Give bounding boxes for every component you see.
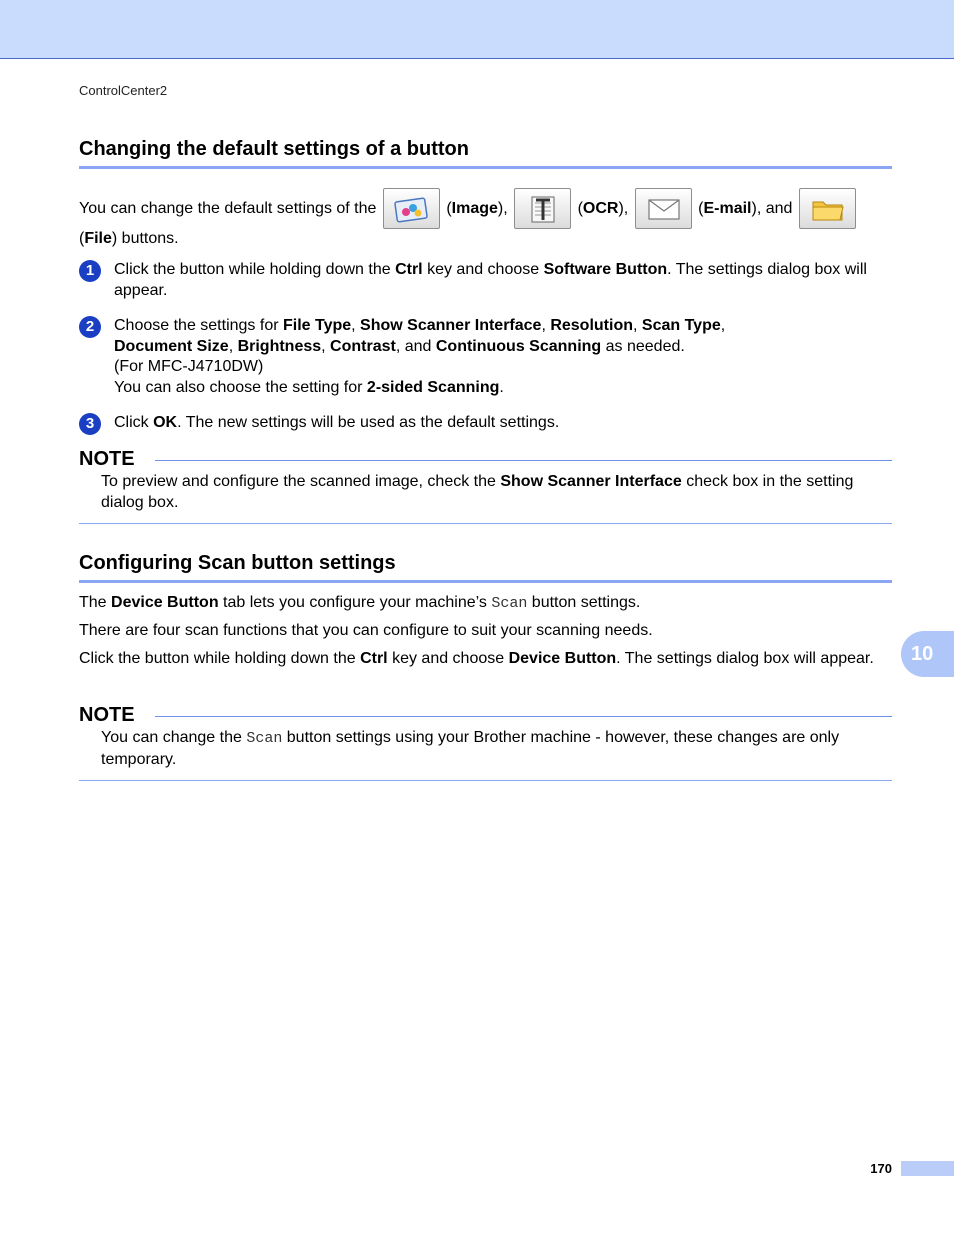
step-text: Click OK. The new settings will be used as the default settings. [114,414,560,431]
intro-paragraph: You can change the default settings of the (Image), (OCR), (E-mail), and (File) buttons. [79,194,894,254]
step-number-badge: 3 [79,413,101,435]
note-title: NOTE [79,704,135,726]
note-title: NOTE [79,448,135,470]
section-heading-default-settings: Changing the default settings of a button [79,137,892,169]
step-number-badge: 1 [79,260,101,282]
folder-icon [808,194,848,224]
step-2 [79,316,892,398]
note-text: You can change the Scan button settings using your Brother machine - however, these changes are only temporary. [101,729,840,768]
running-header: ControlCenter2 [79,83,168,98]
top-header-bar [0,0,954,59]
paragraph-device-button: The Device Button tab lets you configure your machine’s Scan button settings. [79,594,641,612]
chapter-tab: 10 [901,631,954,677]
paragraph-scan-functions: There are four scan functions that you can configure to suit your scanning needs. [79,622,653,639]
ocr-button[interactable] [514,188,571,229]
note-rule [155,716,892,717]
step-number-badge: 2 [79,316,101,338]
ocr-icon [523,194,563,224]
step-3 [79,413,892,434]
step-text: Click the button while holding down the Ctrl key and choose Software Button. The settings dialog box will appear. [114,261,867,299]
page-number-bar [901,1161,954,1176]
note-text: To preview and configure the scanned image, check the Show Scanner Interface check box in the setting dialog box. [101,473,854,511]
image-button[interactable] [383,188,440,229]
page-number: 170 [870,1161,892,1176]
section-heading-scan-button: Configuring Scan button settings [79,551,892,583]
envelope-icon [644,194,684,224]
image-icon [392,194,432,224]
note-box-1 [79,447,892,524]
step-1 [79,260,892,301]
file-button[interactable] [799,188,856,229]
note-box-2 [79,703,892,781]
paragraph-ctrl-device-button: Click the button while holding down the Ctrl key and choose Device Button. The settings dialog box will appear. [79,650,874,667]
email-button[interactable] [635,188,692,229]
note-rule [155,460,892,461]
step-text: Choose the settings for File Type, Show Scanner Interface, Resolution, Scan Type, Document Size, Brightness, Contrast, and Continuous Scanning as needed. (For MFC-J4710DW) You can also choose the setting for 2-sided Scanning. [114,317,726,396]
